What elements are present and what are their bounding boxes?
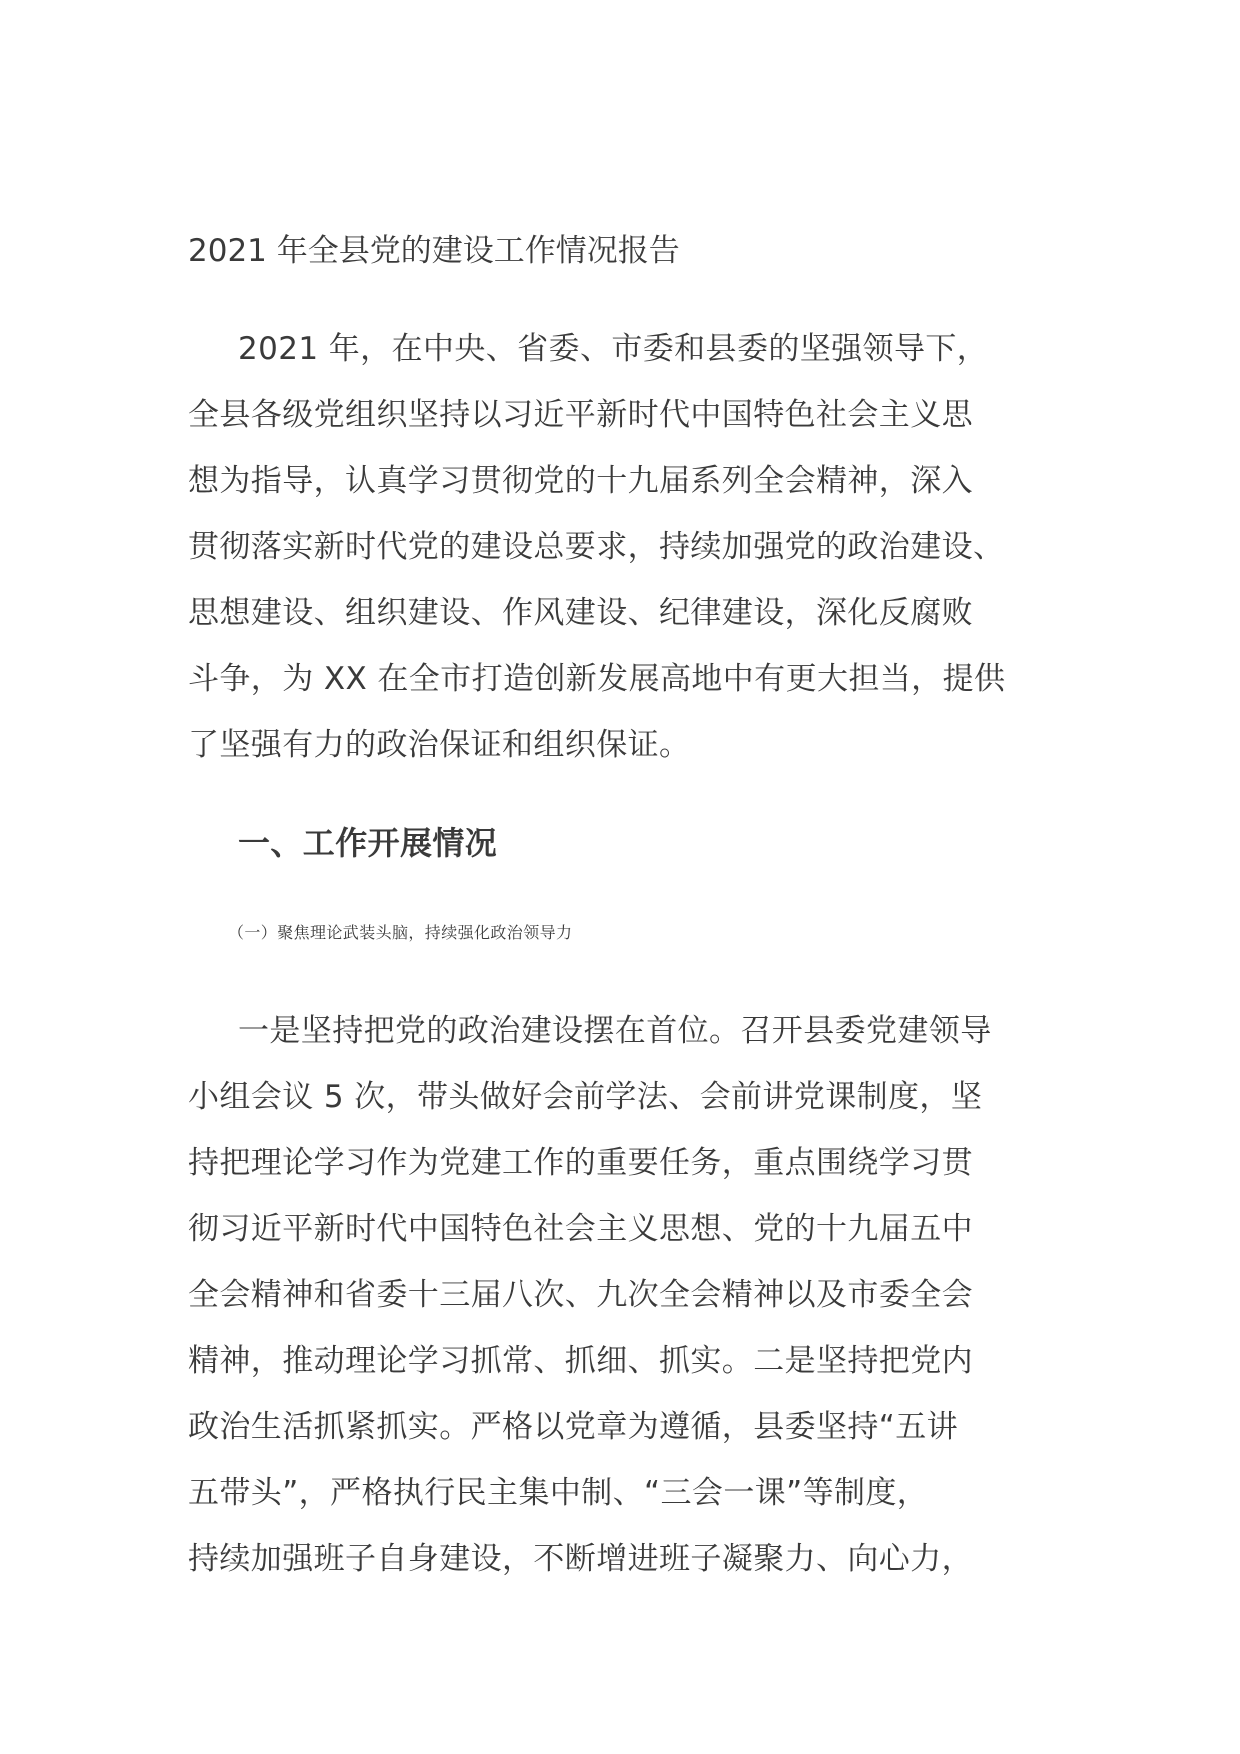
section-heading: 一、工作开展情况 (238, 824, 498, 862)
subsection-heading-block (188, 900, 1058, 966)
body-line: 一是坚持把党的政治建设摆在首位。召开县委党建领导 (238, 1013, 992, 1049)
intro-line: 想为指导，认真学习贯彻党的十九届系列全会精神，深入 (188, 463, 973, 499)
body-line: 彻习近平新时代中国特色社会主义思想、党的十九届五中 (188, 1211, 973, 1247)
body-line: 持续加强班子自身建设，不断增进班子凝聚力、向心力， (188, 1541, 973, 1577)
intro-line: 思想建设、组织建设、作风建设、纪律建设，深化反腐败 (188, 595, 973, 631)
intro-line: 全县各级党组织坚持以习近平新时代中国特色社会主义思 (188, 397, 973, 433)
body-line: 持把理论学习作为党建工作的重要任务，重点围绕学习贯 (188, 1145, 973, 1181)
body-line: 政治生活抓紧抓实。严格以党章为遵循，县委坚持“五讲 (188, 1409, 959, 1445)
intro-line: 了坚强有力的政治保证和组织保证。 (188, 727, 691, 763)
body-line: 全会精神和省委十三届八次、九次全会精神以及市委全会 (188, 1277, 973, 1313)
document-title: 2021 年全县党的建设工作情况报告 (188, 233, 680, 269)
body-line: 精神，推动理论学习抓常、抓细、抓实。二是坚持把党内 (188, 1343, 973, 1379)
document-content (188, 218, 1058, 1624)
intro-line: 贯彻落实新时代党的建设总要求，持续加强党的政治建设、 (188, 529, 1005, 565)
body-paragraph (188, 998, 1058, 1592)
body-line: 五带头”，严格执行民主集中制、“三会一课”等制度， (188, 1475, 929, 1511)
intro-line: 斗争，为 XX 在全市打造创新发展高地中有更大担当，提供 (188, 661, 1006, 697)
section-heading-block (188, 810, 1058, 876)
subsection-heading: （一）聚焦理论武装头脑，持续强化政治领导力 (228, 923, 573, 942)
intro-line: 2021 年，在中央、省委、市委和县委的坚强领导下， (238, 331, 989, 367)
body-line: 小组会议 5 次，带头做好会前学法、会前讲党课制度，坚 (188, 1079, 983, 1115)
intro-paragraph (188, 316, 1058, 778)
